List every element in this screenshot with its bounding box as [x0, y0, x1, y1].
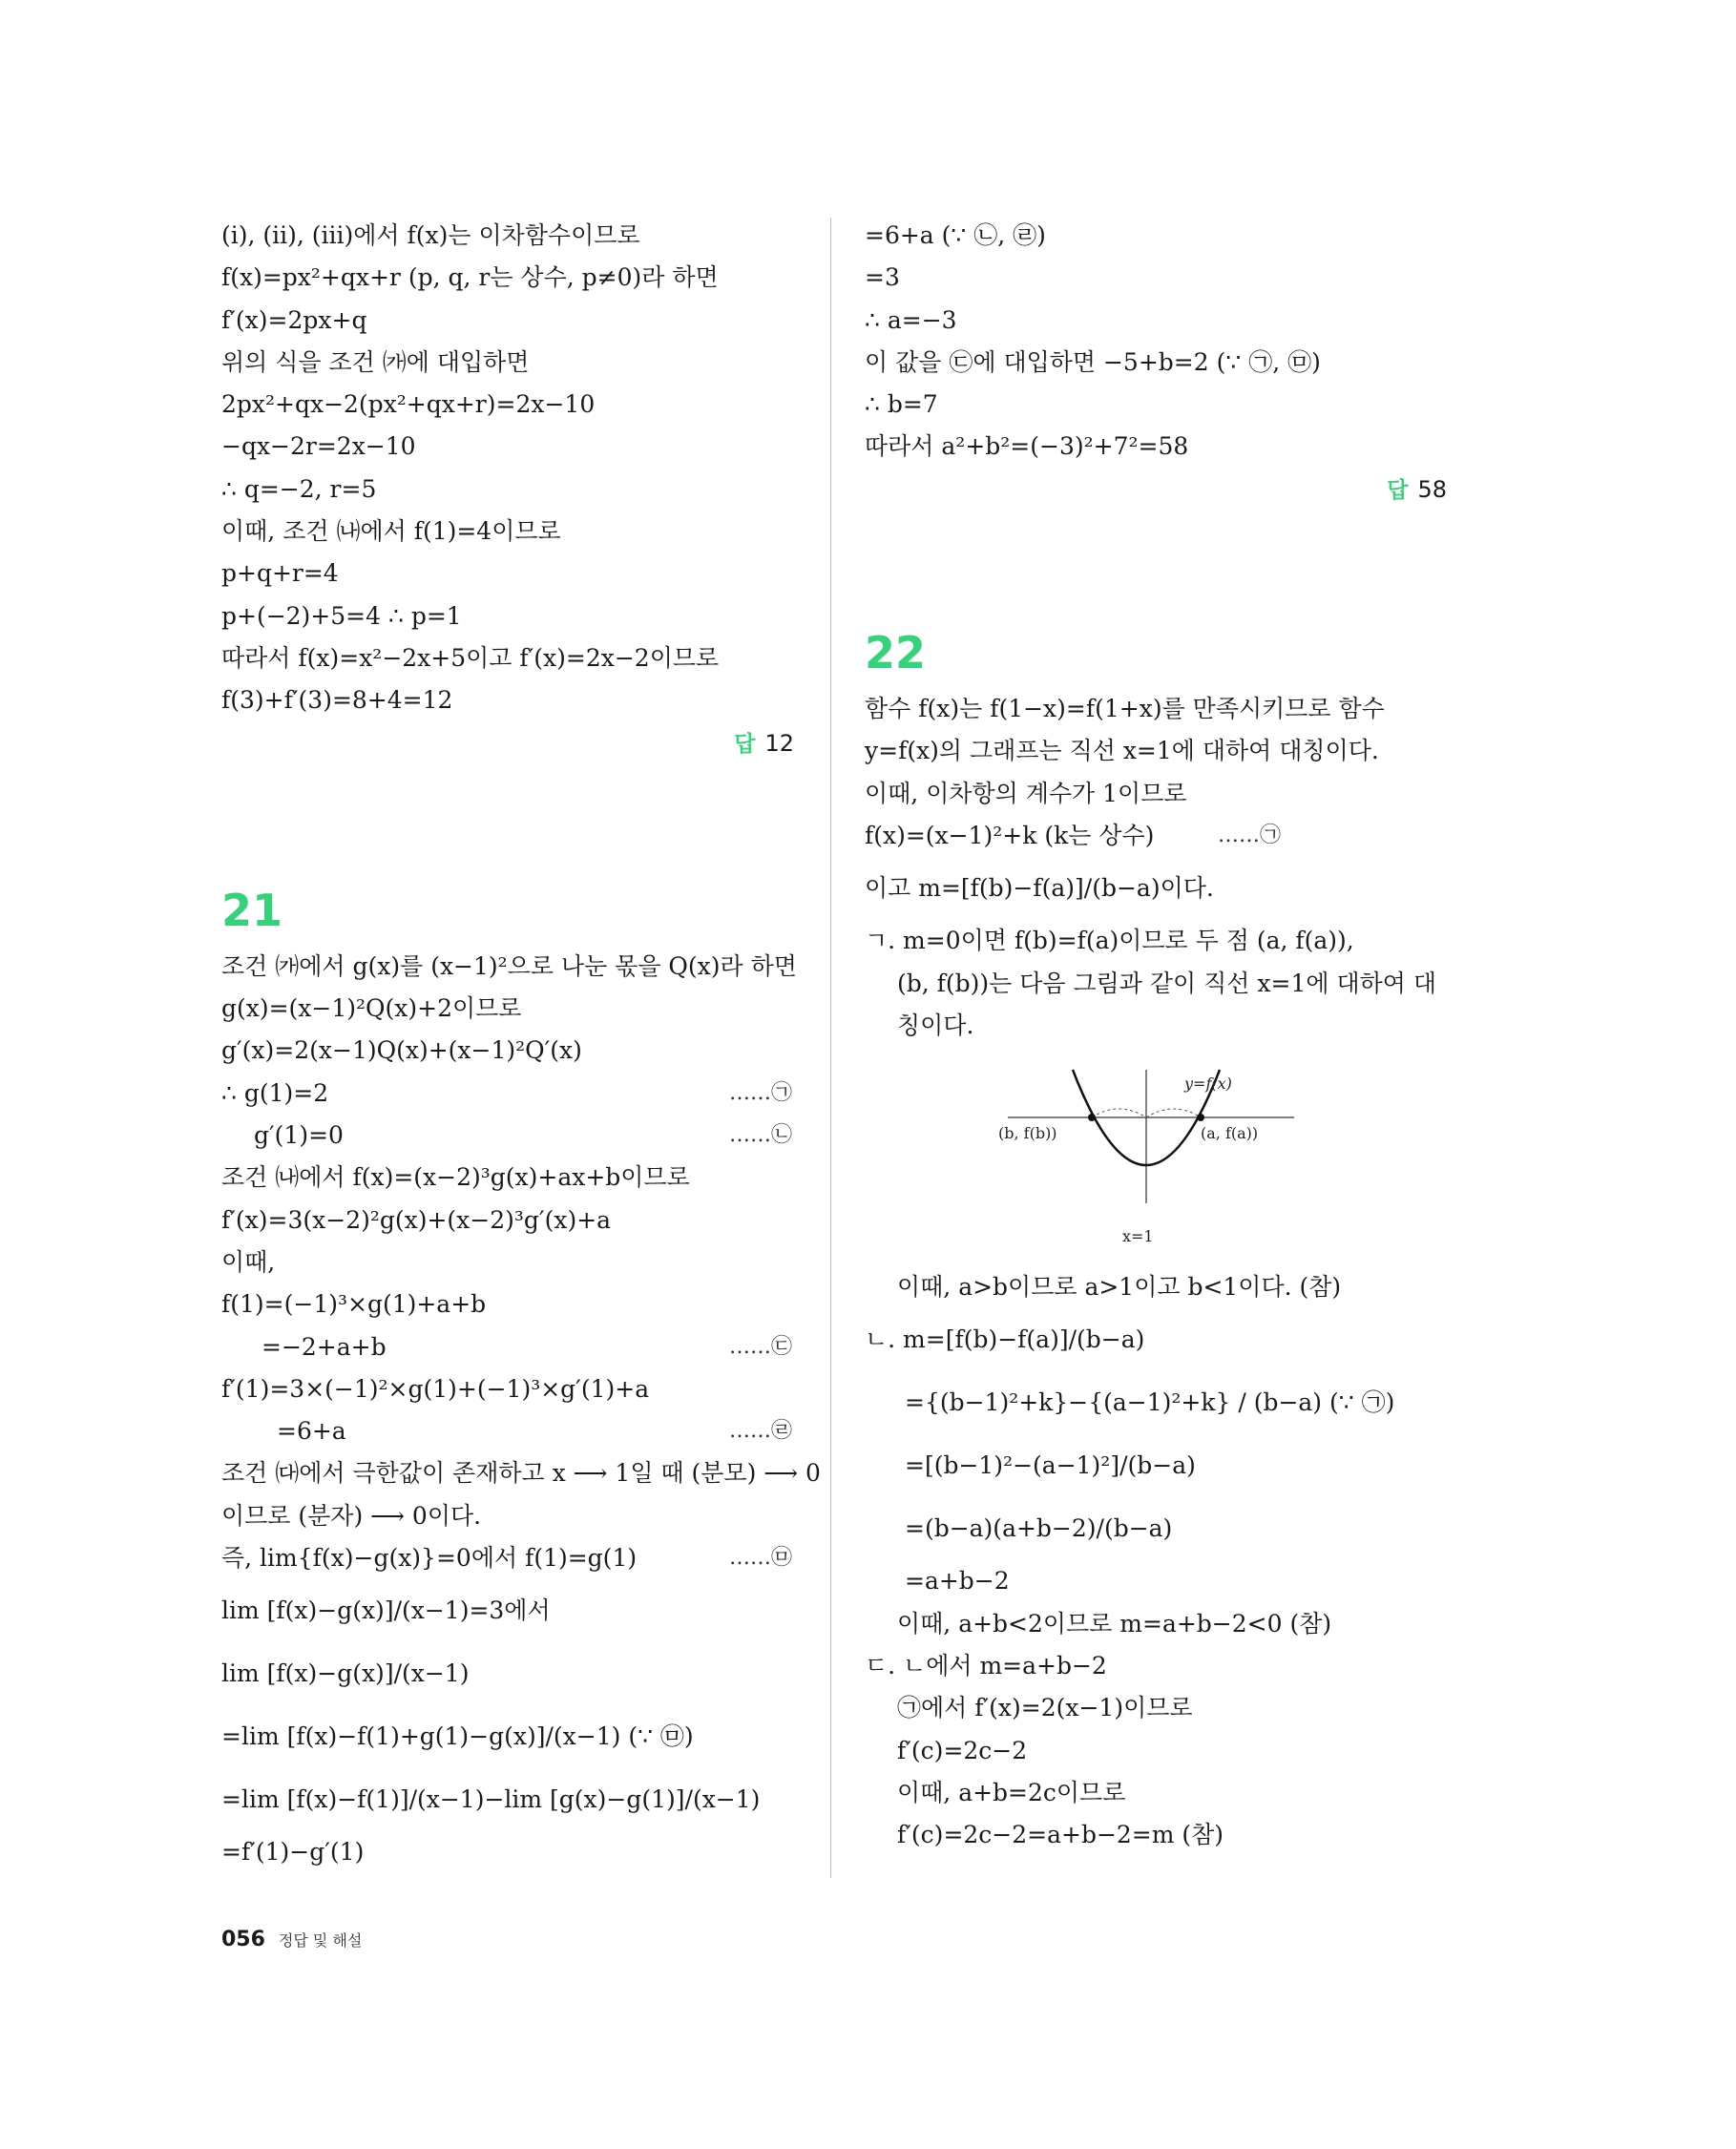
text-line: f′(c)=2c−2 [897, 1736, 1028, 1764]
text-line: =6+a (∵ ㉡, ㉣) [865, 221, 1046, 249]
text-line: 이때, 이차항의 계수가 1이므로 [865, 779, 1187, 807]
equation: g′(1)=0 [254, 1121, 344, 1150]
text-line: (b, f(b))는 다음 그림과 같이 직선 x=1에 대하여 대 [897, 969, 1436, 997]
left-column [221, 215, 821, 1874]
text-line: 함수 f(x)는 f(1−x)=f(1+x)를 만족시키므로 함수 [865, 695, 1385, 723]
answer-label: 답 [1387, 477, 1409, 503]
text-line: ㄷ. ㄴ에서 m=a+b−2 [865, 1652, 1107, 1680]
text-line: g′(x)=2(x−1)Q(x)+(x−1)²Q′(x) [221, 1036, 582, 1065]
text-line: −qx−2r=2x−10 [221, 432, 416, 461]
text-line: ㉠에서 f′(x)=2(x−1)이므로 [897, 1694, 1193, 1722]
text-line [221, 1326, 804, 1368]
text-line: 이때, a+b=2c이므로 [897, 1778, 1126, 1806]
page-number: 056 [221, 1928, 265, 1951]
text-line: p+(−2)+5=4 ∴ p=1 [221, 601, 462, 630]
text-line: =3 [865, 263, 900, 292]
text-line: 조건 ㈐에서 극한값이 존재하고 x ⟶ 1일 때 (분모) ⟶ 0 [221, 1459, 821, 1488]
text-line: 이므로 (분자) ⟶ 0이다. [221, 1501, 482, 1530]
text-line: 조건 ㈏에서 f(x)=(x−2)³g(x)+ax+b이므로 [221, 1163, 690, 1192]
text-line: =[(b−1)²−(a−1)²]/(b−a) [905, 1451, 1196, 1480]
text-line: ={(b−1)²+k}−{(a−1)²+k} / (b−a) (∵ ㉠) [905, 1388, 1395, 1417]
equation: ∴ g(1)=2 [221, 1078, 329, 1107]
text-line: ∴ b=7 [865, 390, 938, 419]
text-line: ㄴ. m=[f(b)−f(a)]/(b−a) [865, 1325, 1145, 1354]
text-line: 이때, 조건 ㈏에서 f(1)=4이므로 [221, 517, 561, 546]
equation: =6+a [277, 1417, 346, 1446]
text-line: =a+b−2 [905, 1567, 1010, 1596]
text-line: y=f(x)의 그래프는 직선 x=1에 대하여 대칭이다. [865, 737, 1379, 765]
text-line: ∴ a=−3 [865, 305, 957, 334]
text-line: ∴ q=−2, r=5 [221, 474, 377, 503]
curve-label: y=f(x) [1184, 1074, 1232, 1094]
text-line: f′(x)=2px+q [221, 305, 367, 334]
text-line: 조건 ㈎에서 g(x)를 (x−1)²으로 나눈 몫을 Q(x)라 하면 [221, 951, 797, 980]
answer-value: 58 [1417, 475, 1447, 503]
right-point-label: (a, f(a)) [1201, 1124, 1259, 1143]
problem-number-22: 22 [865, 627, 927, 679]
point-b [1088, 1114, 1096, 1121]
equation: 즉, lim{f(x)−g(x)}=0에서 f(1)=g(1) [221, 1544, 638, 1573]
equation: =−2+a+b [261, 1332, 387, 1361]
problem-number-21: 21 [221, 884, 283, 936]
text-line: f(x)=px²+qx+r (p, q, r는 상수, p≠0)라 하면 [221, 263, 719, 292]
page-footer [221, 1928, 362, 1951]
equation-mark: ……㉤ [728, 1546, 792, 1571]
equation-mark: ……㉠ [728, 1080, 792, 1105]
equation-mark: ……㉠ [1218, 823, 1282, 847]
text-line: 이 값을 ㉢에 대입하면 −5+b=2 (∵ ㉠, ㉤) [865, 347, 1321, 376]
text-line: =lim [f(x)−f(1)+g(1)−g(x)]/(x−1) (∵ ㉤) [221, 1722, 694, 1751]
text-line [221, 1537, 804, 1579]
text-line: (ⅰ), (ⅱ), (ⅲ)에서 f(x)는 이차함수이므로 [221, 221, 640, 249]
equation-mark: ……㉢ [728, 1334, 792, 1359]
right-column [865, 215, 1456, 1857]
distance-arc-left [1092, 1109, 1146, 1117]
text-line: 따라서 a²+b²=(−3)²+7²=58 [865, 432, 1189, 461]
footer-title: 정답 및 해설 [278, 1931, 363, 1950]
text-line: f′(1)=3×(−1)²×g(1)+(−1)³×g′(1)+a [221, 1374, 650, 1403]
answer-label: 답 [734, 731, 756, 757]
point-a [1197, 1114, 1204, 1121]
answer-value: 12 [764, 729, 794, 757]
symmetry-graph [998, 1060, 1304, 1251]
text-line: f′(x)=3(x−2)²g(x)+(x−2)³g′(x)+a [221, 1205, 612, 1234]
text-line [221, 1115, 804, 1157]
text-line: =(b−a)(a+b−2)/(b−a) [905, 1514, 1173, 1543]
text-line [865, 815, 1456, 857]
text-line [221, 1410, 804, 1452]
left-point-label: (b, f(b)) [998, 1124, 1057, 1143]
equation-mark: ……㉡ [728, 1123, 792, 1148]
equation-mark: ……㉣ [728, 1419, 792, 1444]
text-line: f(1)=(−1)³×g(1)+a+b [221, 1290, 487, 1319]
distance-arc-right [1146, 1109, 1201, 1117]
text-line: 이때, [221, 1247, 276, 1276]
axis-label: x=1 [1122, 1227, 1154, 1246]
text-line: 칭이다. [897, 1011, 974, 1039]
text-line: 따라서 f(x)=x²−2x+5이고 f′(x)=2x−2이므로 [221, 643, 720, 672]
text-line [221, 1073, 804, 1115]
text-line: f′(c)=2c−2=a+b−2=m (참) [897, 1821, 1224, 1849]
answer-20 [221, 722, 804, 764]
text-line: ㄱ. m=0이면 f(b)=f(a)이므로 두 점 (a, f(a)), [865, 927, 1354, 955]
text-line: 이고 m=[f(b)−f(a)]/(b−a)이다. [865, 874, 1214, 903]
text-line: g(x)=(x−1)²Q(x)+2이므로 [221, 994, 522, 1023]
answer-21 [865, 469, 1456, 511]
text-line: f(3)+f′(3)=8+4=12 [221, 686, 453, 715]
text-line: 2px²+qx−2(px²+qx+r)=2x−10 [221, 390, 596, 419]
text-line: =f′(1)−g′(1) [221, 1838, 365, 1867]
text-line: 이때, a>b이므로 a>1이고 b<1이다. (참) [897, 1273, 1342, 1302]
equation: f(x)=(x−1)²+k (k는 상수) [865, 821, 1155, 849]
text-line: lim [f(x)−g(x)]/(x−1) [221, 1659, 470, 1688]
text-line: lim [f(x)−g(x)]/(x−1)=3에서 [221, 1596, 551, 1625]
column-divider [830, 218, 831, 1878]
text-line: 위의 식을 조건 ㈎에 대입하면 [221, 347, 530, 376]
text-line: 이때, a+b<2이므로 m=a+b−2<0 (참) [897, 1609, 1332, 1638]
text-line: =lim [f(x)−f(1)]/(x−1)−lim [g(x)−g(1)]/(x−1) [221, 1785, 761, 1814]
text-line: p+q+r=4 [221, 559, 339, 588]
